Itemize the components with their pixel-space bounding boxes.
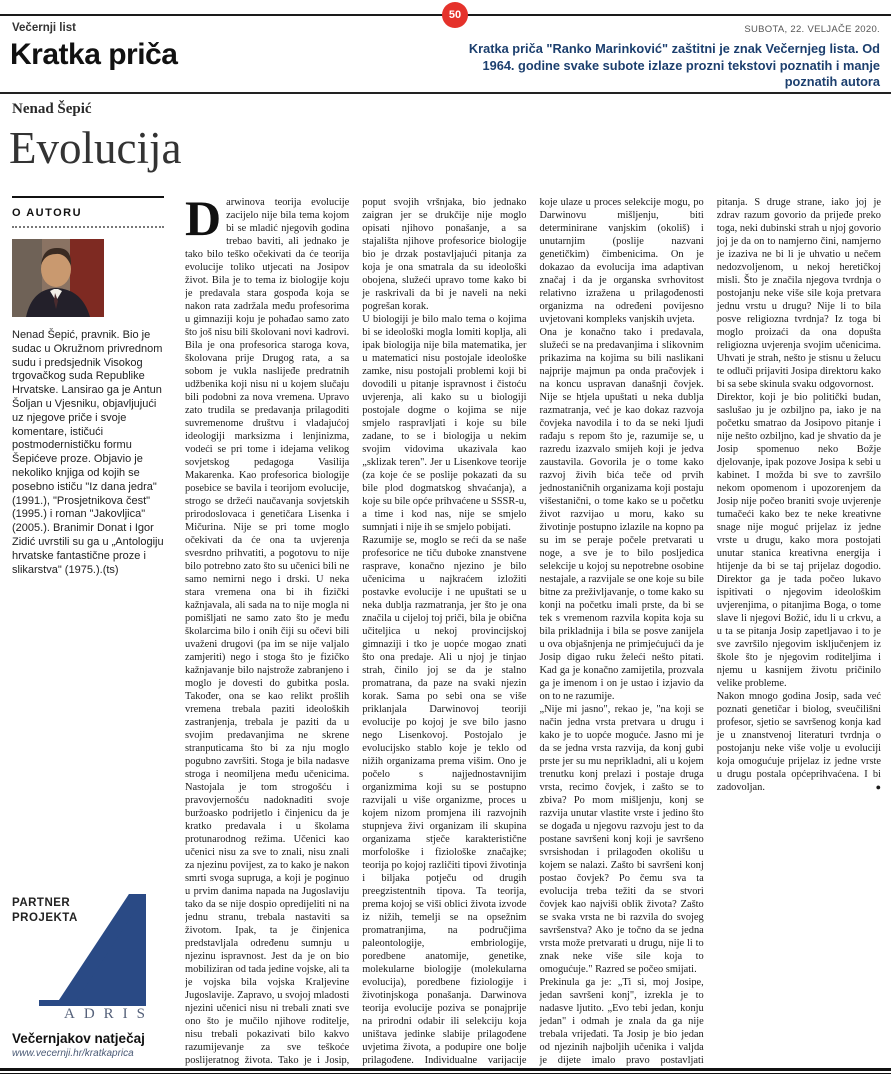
- section-title: Kratka priča: [10, 38, 178, 71]
- story-paragraph: Prekinula ga je: „Ti si, moj Josipe, jedan savršeni konj", izrekla je to nadasve ljutito. „Evo tebi jedan, konju jedan" i odmah je znala da ga nije trebala vrijeđati. Ta Josip je bio jedan od njezinih najboljih učenika i valjda je dijete imalo pravo postavljati pitanja. S druge strane, iako joj je zdrav razum govorio da prijeđe preko toga, neki dubinski strah u njoj govorio joj je da on to namjerno čini, namjerno je izaziva ne bi li je uhvatio u nečem nedozvoljenom, u nekoj heretičkoj misli. Što je značila njegova tvrdnja o postojanju neke više sile koja pretvara jednu vrstu u drugu? Nije li to bila posve religiozna tvrdnja? Iz toga bi moglo proizaći da ona dopušta religiozna uvjerenja svojim učenicima. Uhvati je strah, nešto je stisnu u želucu te odluči prijaviti Josipa direktoru kako bi sa sebe skinula svaku odgovornost.: [539, 197, 881, 1066]
- author-photo: [12, 239, 104, 317]
- issue-date: SUBOTA, 22. VELJAČE 2020.: [744, 24, 880, 35]
- adris-logo-icon: [33, 894, 153, 1010]
- story-body: [185, 196, 881, 1072]
- end-mark-icon: ●: [875, 782, 881, 792]
- story-paragraph: Razumije se, moglo se reći da se naše profesorice ne tiču duboke znanstvene rasprave, konačno njezino je bilo učenicima u najkraćem izložiti postavke evolucije i ne upuštati se u neka dublja razmatranja, jer što je ona značila u cijeloj toj priči, bila je obična učiteljica u nekoj provincijskoj gimnaziji i tko je uopće mogao znati što ona predaje. Ali u njoj je tinjao strah, činilo joj se da je stalno promatrana, da paze na svaki njezin korak. Sama po sebi ona se više priklanjala Darwinovoj teoriji evolucije po kojoj je sve bilo jasno nego Lisenkovoj. Postojalo je evolucijsko stablo koje je teklo od nižih organizama prema višim. Ono je počelo s najjednostavnijim organizmima koji su se postupno razvijali u više organizme, proces u kojem nizom promjena ili razvojnih stupnjeva živi organizam ili skupina organizama stječe karakteristične morfološke i fiziološke značajke; teorija po kojoj različiti tipovi životinja i biljaka potječu od drugih preegzistentnih tipova. Ta teorija, prema kojoj se viši oblici života izvode iz nižih, temelji se na opsežnim promatranjima, na područjima paleontologije, embriologije, poredbene anatomije, genetike, molekularne biologije (molekularna evolucija), poredbene fiziologije i životinjskoga ponašanja. Darwinova teorija evolucije poziva se ponajprije na prirodni odabir ili selekciju koja uništava jedinke slabije prilagođene uvjetima života, a podupire one bolje prilagođene. Individualne varijacije koje ulaze u proces selekcije mogu, po Darwinovu mišljenju, biti determinirane vanjskim (okoliš) i unutarnjim (poslije nazvani genetičkim) čimbenicima. On je dokazao da evolucija ima adaptivan značaj i da je organska svrhovitost relativno izražena u prilagođenosti organizma na određeni povijesno uvjetovani kompleks vanjskih uvjeta.: [362, 197, 704, 1066]
- section-blurb: Kratka priča "Ranko Marinković" zaštitni je znak Večernjeg lista. Od 1964. godine svake subote izlaze prozni tekstovi poznatih i manje poznatih autora: [468, 41, 880, 89]
- article-title: Evolucija: [9, 123, 182, 173]
- author-name: Nenad Šepić: [12, 101, 92, 117]
- story-paragraph: U biologiji je bilo malo tema o kojima bi se ideološki mogla lomiti koplja, ali ipak biologija nije bila matematika, jer u matematici nisu postojale ideološke zamke, nisu postojali problemi koji bi dovodili u pitanje ispravnost i čistoću uvjerenja, ali kako su u biologiji postojale dogme o kojima se nije smjelo raspravljati i koje su bile zadane, to se i biologija u nekim svojim vidovima ukazivala kao „sklizak teren". Jer u Lisenkove teorije (za koje će se poslije pokazati da su bile plod dogmatskog shvaćanja), a koje su bile opće prihvaćene u SSSR-u, a time i kod nas, nije se smjelo sumnjati i nije ih se smjelo pobijati.: [362, 314, 527, 533]
- adris-logo-text: ADRIS: [64, 1006, 155, 1022]
- story-paragraph: Darwinova teorija evolucije zacijelo nije bila tema kojom bi se mladić njegovih godina trebao baviti, ali jednako je tako bilo teško očekivati da će teorija evolucije toliko utjecati na Josipov život. Bila je to tema iz biologije koju je predavala stara gospođa koja se nakon rata zadržala među profesorima u gimnaziji koju je pohađao samo zato što još nisu bili školovani novi kadrovi. Bila je ona profesorica staroga kova, školovana prije Drugog rata, a sa sobom je vukla naslijeđe predratnih udžbenika koji nisu ni u kojem slučaju bili podobni za nova vremena. Upravo zato trudila se predavanja prilagoditi suvremenome društvu i vladajućoj ideologiji marksizma i lenjinizma, vodeći se pri tome i idejama velikog sovjetskog pedagoga Vasilija Makarenka. Kao profesorica biologije posebice se bavila i teorijom evolucije, strogo se držeći naučavanja sovjetskih prirodoslovaca i genetičara Lisenka i Mičurina. Nije se pri tome moglo očekivati da će ona ta uvjerenja svesrdno prihvatiti, a pogotovu to nije bilo potrebno zato što su učenici bili ne samo nemirni nego i drski. U neka stara vremena ona bi ih fizički kažnjavala, ali sada na to nije mogla ni pomišljati ne samo zato što je među školarcima bilo i onih čiji su očevi bili uvaženi drugovi (pa im se nije valjalo zamjeriti) nego i stoga što je fizičko kažnjavanje bilo najstrože zabranjeno i moglo je dovesti do gubitka posla. Također, ona se kao relikt prošlih vremena trebala paziti ideoloških zastranjenja, trebala je paziti da u svojim predavanjima ne skrene stranputicama što bi za nju moglo pogubno završiti. Stoga je bila nadasve stroga i neomiljena među učenicima. Nastojala je tom strogošću i pravovjernošću nadoknaditi svoje buržoasko podrijetlo i činjenicu da je kratko predavala i u školama protunarodnog režima. Učenici kao učenici nisu za sve to znali, nisu znali za njezinu povijest, za to kako je nakon smrti svoga supruga, a koji je poginuo u prvim danima napada na Jugoslaviju tako da se nije dospio opredijeliti ni na jednu stranu, trebala nastaviti sa životom. Ipak, ta je činjenica predstavljala određenu sumnju u njezinu ispravnost. Jest da je on bio mobiliziran od tada jedine vojske, ali ta je vojska bila vojska Kraljevine Jugoslavije. Zapravo, u svojoj mladosti njezini učenici nisu ni trebali znati sve ono što je mučilo njihove roditelje, nisu trebali pokazivati bilo kakvo razumijevanje za sve teškoće poslijeratnog života. Tako je i Josip, poput svojih vršnjaka, bio jednako zaigran jer se drukčije nije moglo opisati njihovo ponašanje, a sa stajališta njihove profesorice biologije bio je drzak postavljajući pitanja za koja je ona smatrala da su ideološki obojena, služeći upravo tome kako bi je raskrivali da bi je naveli na neki pogrešan korak.: [185, 196, 527, 1066]
- paper-name: Večernji list: [12, 22, 76, 34]
- page-number-badge: 50: [442, 2, 468, 28]
- header-rule: [0, 92, 891, 94]
- sidebar-rule: [12, 196, 164, 198]
- about-author-heading: O AUTORU: [12, 207, 83, 219]
- story-paragraph: Ona je konačno tako i predavala, služeći se na predavanjima i slikovnim prikazima na kojima su bili naslikani najprije majmun pa onda pračovjek i na koncu uspravan današnji čovjek. Nije se htjela upuštati u neka dublja razmatranja, već je kao dokaz razvoja čovjeka navodila i to da se neki ljudi rađaju s repom što je, razumije se, u razredu izazvalo smijeh koji je jedva zaustavila. Govorila je o tome kako razvoj živih bića teče od prvih jednostaničnih organizama koji postaju višestanični, o tome kako se u početku život razvijao u moru, kako su životinje postupno izlazile na kopno pa su im se peraje počele pretvarati u noge, a sve je to bilo posljedica selekcije u kojoj su nepotrebne osobine nestajale, a razvijale se one koje su bile bitne za preživljavanje, o tome kako su konji na početku imali prste, da bi se tek s vremenom razvila kopita koja su bila prikladnija i bila se posve zanijela u ova objašnjenja ne primjećujući da je Josip digao ruku želeći nešto pitati. Kad ga je konačno zamijetila, prozvala ga je imenom i on je ustao i izjavio da on to ne razumije.: [539, 327, 704, 702]
- story-paragraph: Nakon mnogo godina Josip, sada već poznati genetičar i biolog, sveučilišni profesor, sjetio se savršenog konja kad je u znanstvenoj literaturi tvrdnja o postojanju neke više volje u evoluciji koja omogućuje prijelaz iz jedne vrste u drugu postala općeprihvaćena. I bi zadovoljan. ●: [716, 691, 881, 793]
- story-paragraph: „Nije mi jasno", rekao je, "na koji se način jedna vrsta pretvara u drugu i kako je to uopće moguće. Jasno mi je da se jedna vrsta razvija, da konj gubi prste jer su mu neprikladni, ali u kojem trenutku konj prelazi i postaje druga vrsta, recimo čovjek, i zašto se to zbiva? Po mom mišljenju, konj se razvija unutar vlastite vrste i jedino što se događa u njegovu razvoju jest to da postane savršeni konj koji je savršeno svrsishodan i prilagođen okolišu u kojem se nalazi. Zašto bi savršeni konj postao čovjek? Po čemu sva ta evolucija treba težiti da se stvori čovjek kao najviši oblik života? Zašto se svaka vrsta ne bi razvila do svojeg savršenstva? Ako je točno da se jedna vrsta može pretvarati u drugu, nije li to znak neke više sile koja to omogućuje." Razred se počeo smijati.: [539, 704, 704, 975]
- author-bio: Nenad Šepić, pravnik. Bio je sudac u Okružnom privrednom sudu i predsjednik Visokog trgovačkog suda Republike Hrvatske. Lansirao ga je Antun Šoljan u Vjesniku, objavljujući uz njegove priče i svoje komentare, ističući postmodernističku formu Šepićeve proze. Objavio je nekoliko knjiga od kojih se posebno ističu "Iz dana jedra" (1991.), "Prosjetnikova čest" (1995.) i roman "Jakovljica" (2005.). Branimir Donat i Igor Zidić uvrstili su ga u „Antologiju hrvatske fantastične proze i slikarstva" (1975.).(ts): [12, 329, 164, 576]
- dotted-divider: [12, 226, 164, 228]
- contest-title: Večernjakov natječaj: [12, 1031, 145, 1046]
- drop-cap: D: [185, 196, 222, 246]
- bottom-rule: [0, 1068, 891, 1074]
- about-author-box: [12, 196, 164, 577]
- contest-url-link[interactable]: www.vecernji.hr/kratkaprica: [12, 1048, 134, 1059]
- partner-label: PARTNER PROJEKTA: [12, 897, 78, 924]
- story-paragraph: Direktor, koji je bio politički budan, saslušao ju je ozbiljno pa, iako je na početku smatrao da Josipovo pitanje i nije nešto ozbiljno, kad je shvatio da je Josip spomenuo neko Božje djelovanje, ipak pozove Josipa k sebi u kabinet. I možda bi sve to završilo nekom opomenom i upozorenjem da Josip nije počeo braniti svoje uvjerenje tumačeći kako bez te neke kreativne snage nije moguć prijelaz iz jedne vrste u drugu, kako mora postojati unutar stanica kreativna energija i htijenje da bi se taj prijelaz dogodio. Direktor ga je tada počeo lukavo ispitivati o njegovim ideološkim uvjerenjima, o pitanjima Boga, o tome slave li njegovi Božić, idu li u crkvu, a u ta se pitanja Josip zapetljavao i to je sve završilo njegovim isključenjem iz škole što je njegovim roditeljima i njemu u kasnijem životu pričinilo velike probleme.: [716, 392, 881, 689]
